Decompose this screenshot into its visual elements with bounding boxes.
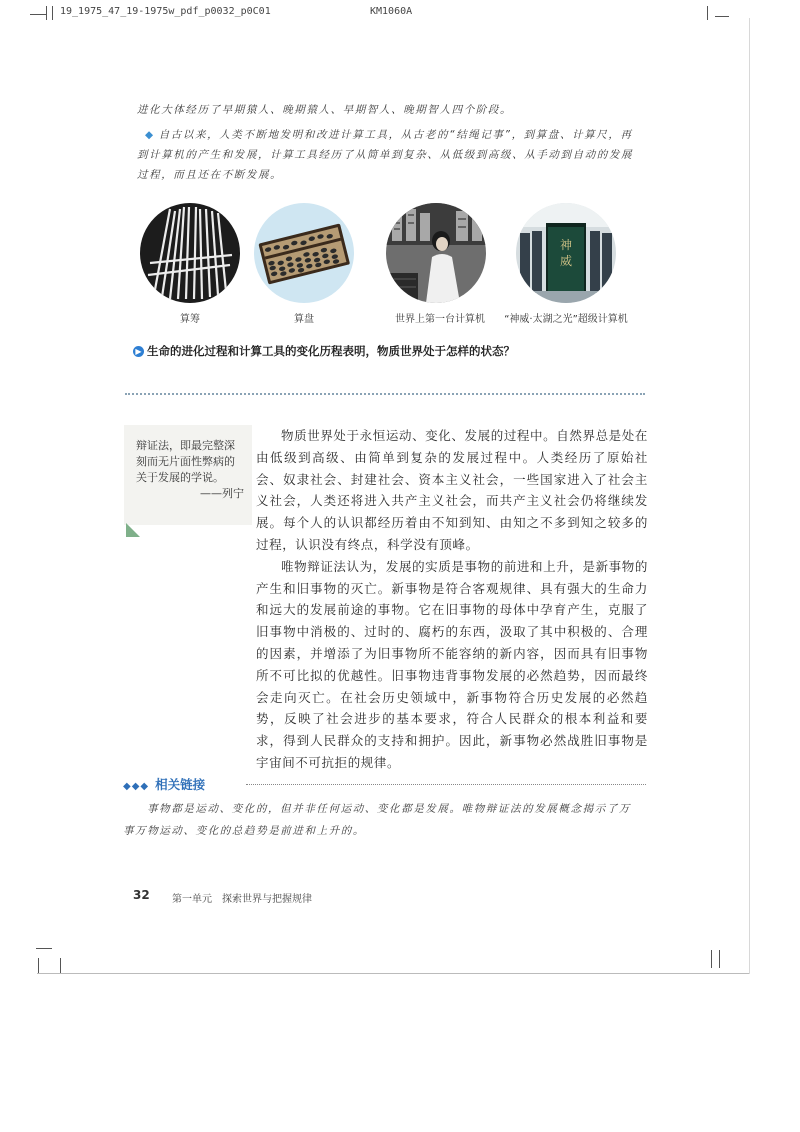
svg-text:神: 神: [559, 238, 573, 252]
intro-paragraph: [137, 125, 637, 185]
crop-mark: [60, 958, 61, 974]
crop-mark: [711, 950, 712, 968]
related-link-heading: [123, 775, 205, 793]
counting-rods-photo: [140, 203, 240, 303]
quote-text: 辩证法，即最完整深刻而无片面性弊病的关于发展的学说。: [136, 439, 235, 484]
first-computer-photo: [386, 203, 486, 303]
page-edge: [37, 973, 750, 974]
diamond-markers-icon: ◆◆◆: [123, 781, 150, 792]
crop-mark: [38, 958, 39, 974]
section-divider: [125, 393, 645, 395]
quote-author: ——列宁: [200, 487, 244, 500]
figure-caption: “神威·太湖之光”超级计算机: [504, 314, 628, 325]
page-number: 32: [133, 888, 150, 902]
related-link-text: [123, 798, 643, 842]
related-link-title: 相关链接: [155, 777, 206, 792]
svg-text:威: 威: [559, 254, 573, 268]
question-text: 生命的进化过程和计算工具的变化历程表明，物质世界处于怎样的状态？: [147, 344, 515, 358]
abacus-photo: [254, 203, 354, 303]
intro-line: 进化大体经历了早期猿人、晚期猿人、早期智人、晚期智人四个阶段。: [137, 104, 513, 116]
crop-mark: [719, 950, 720, 968]
body-paragraph: 物质世界处于永恒运动、变化、发展的过程中。自然界总是处在由低级到高级、由简单到复杂的发展过程中。人类经历了原始社会、奴隶社会、封建社会、资本主义社会，一些国家进入了社会主义社会，人类还将进入共产主义社会，而共产主义社会仍将继续发展。每个人的认识都经历着由不知到知、由知之不多到知之较多的过程，认识没有终点，科学没有顶峰。: [256, 428, 648, 552]
sidebar-quote: [136, 438, 244, 502]
crop-mark: [46, 6, 47, 20]
unit-title: 第一单元 探索世界与把握规律: [172, 894, 312, 905]
supercomputer-photo: [516, 203, 616, 303]
related-link-line: 事物都是运动、变化的，但并非任何运动、变化都是发展。唯物辩证法的发展概念揭示了万: [147, 803, 631, 815]
discussion-question: [133, 343, 515, 359]
page-edge-right: [749, 18, 750, 974]
figure-caption: 算筹: [180, 314, 200, 325]
crop-mark: [715, 16, 729, 17]
crop-mark: [30, 14, 46, 15]
related-link-divider: [246, 784, 646, 785]
quote-corner-icon: [126, 523, 140, 537]
related-link-line: 事万物运动、变化的总趋势是前进和上升的。: [123, 825, 365, 837]
intro-paragraph-text: 自古以来，人类不断地发明和改进计算工具，从古老的“结绳记事”，到算盘、计算尺，再到计算机的产生和发展，计算工具经历了从简单到复杂、从低级到高级、从手动到自动的发展过程，而且还在不断发展。: [137, 129, 634, 181]
crop-mark: [707, 6, 708, 20]
scan-filename: 19_1975_47_19-1975w_pdf_p0032_p0C01: [60, 6, 271, 17]
scan-code: KM1060A: [370, 6, 413, 17]
question-play-icon: ▶: [133, 346, 144, 357]
crop-mark: [52, 6, 53, 20]
main-body: [256, 425, 648, 774]
crop-mark: [36, 948, 52, 949]
bullet-diamond-icon: ◆: [145, 129, 155, 141]
figure-caption: 算盘: [294, 314, 314, 325]
body-paragraph: 唯物辩证法认为，发展的实质是事物的前进和上升，是新事物的产生和旧事物的灭亡。新事物是符合客观规律、具有强大的生命力和远大的发展前途的事物。它在旧事物的母体中孕育产生，克服了旧事物中消极的、过时的、腐朽的东西，汲取了其中积极的、合理的因素，并增添了为旧事物所不能容纳的新内容，因而具有旧事物所不可比拟的优越性。旧事物违背事物发展的必然趋势，因而最终会走向灭亡。在社会历史领域中，新事物符合历史发展的必然趋势，反映了社会进步的基本要求，符合人民群众的根本利益和要求，得到人民群众的支持和拥护。因此，新事物必然战胜旧事物是宇宙间不可抗拒的规律。: [256, 558, 648, 770]
figure-caption: 世界上第一台计算机: [395, 314, 485, 325]
